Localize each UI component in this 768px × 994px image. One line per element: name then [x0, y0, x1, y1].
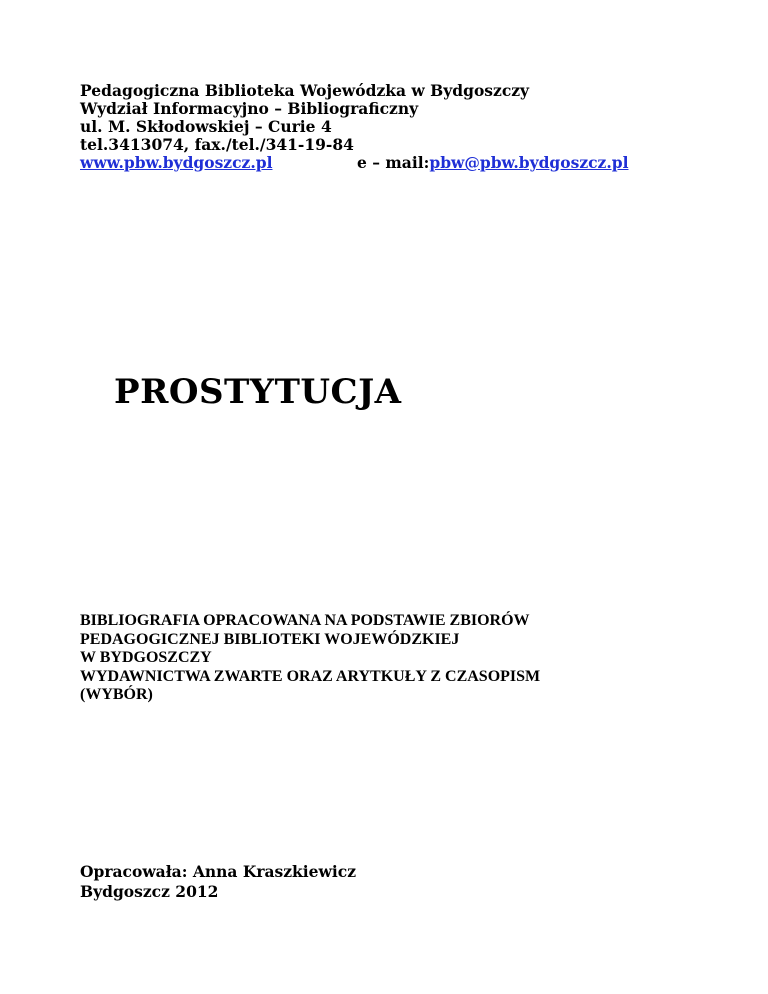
document-title: PROSTYTUCJA [114, 372, 402, 412]
website-link[interactable]: www.pbw.bydgoszcz.pl [80, 153, 273, 172]
email-label: e – mail: [357, 153, 430, 172]
place-year: Bydgoszcz 2012 [80, 882, 219, 901]
phone-fax: tel.3413074, fax./tel./341-19-84 [80, 135, 354, 154]
email-link[interactable]: pbw@pbw.bydgoszcz.pl [429, 153, 629, 172]
street-address: ul. M. Skłodowskiej – Curie 4 [80, 117, 332, 136]
subtitle-line: BIBLIOGRAFIA OPRACOWANA NA PODSTAWIE ZBIORÓW [80, 612, 530, 629]
document-subtitle [80, 612, 720, 705]
subtitle-line: W BYDGOSZCZY [80, 649, 212, 666]
subtitle-line: PEDAGOGICZNEJ BIBLIOTEKI WOJEWÓDZKIEJ [80, 630, 460, 648]
author-credit: Opracowała: Anna Kraszkiewicz [80, 862, 357, 881]
institution-name: Pedagogiczna Biblioteka Wojewódzka w Bydgoszczy [80, 81, 530, 100]
subtitle-line: (WYBÓR) [80, 686, 153, 703]
institution-header [80, 82, 720, 172]
subtitle-line: WYDAWNICTWA ZWARTE ORAZ ARYTKUŁY Z CZASOPISM [80, 667, 541, 685]
department-name: Wydział Informacyjno – Bibliograficzny [80, 99, 419, 118]
document-footer [80, 862, 356, 902]
contact-row [80, 154, 720, 172]
